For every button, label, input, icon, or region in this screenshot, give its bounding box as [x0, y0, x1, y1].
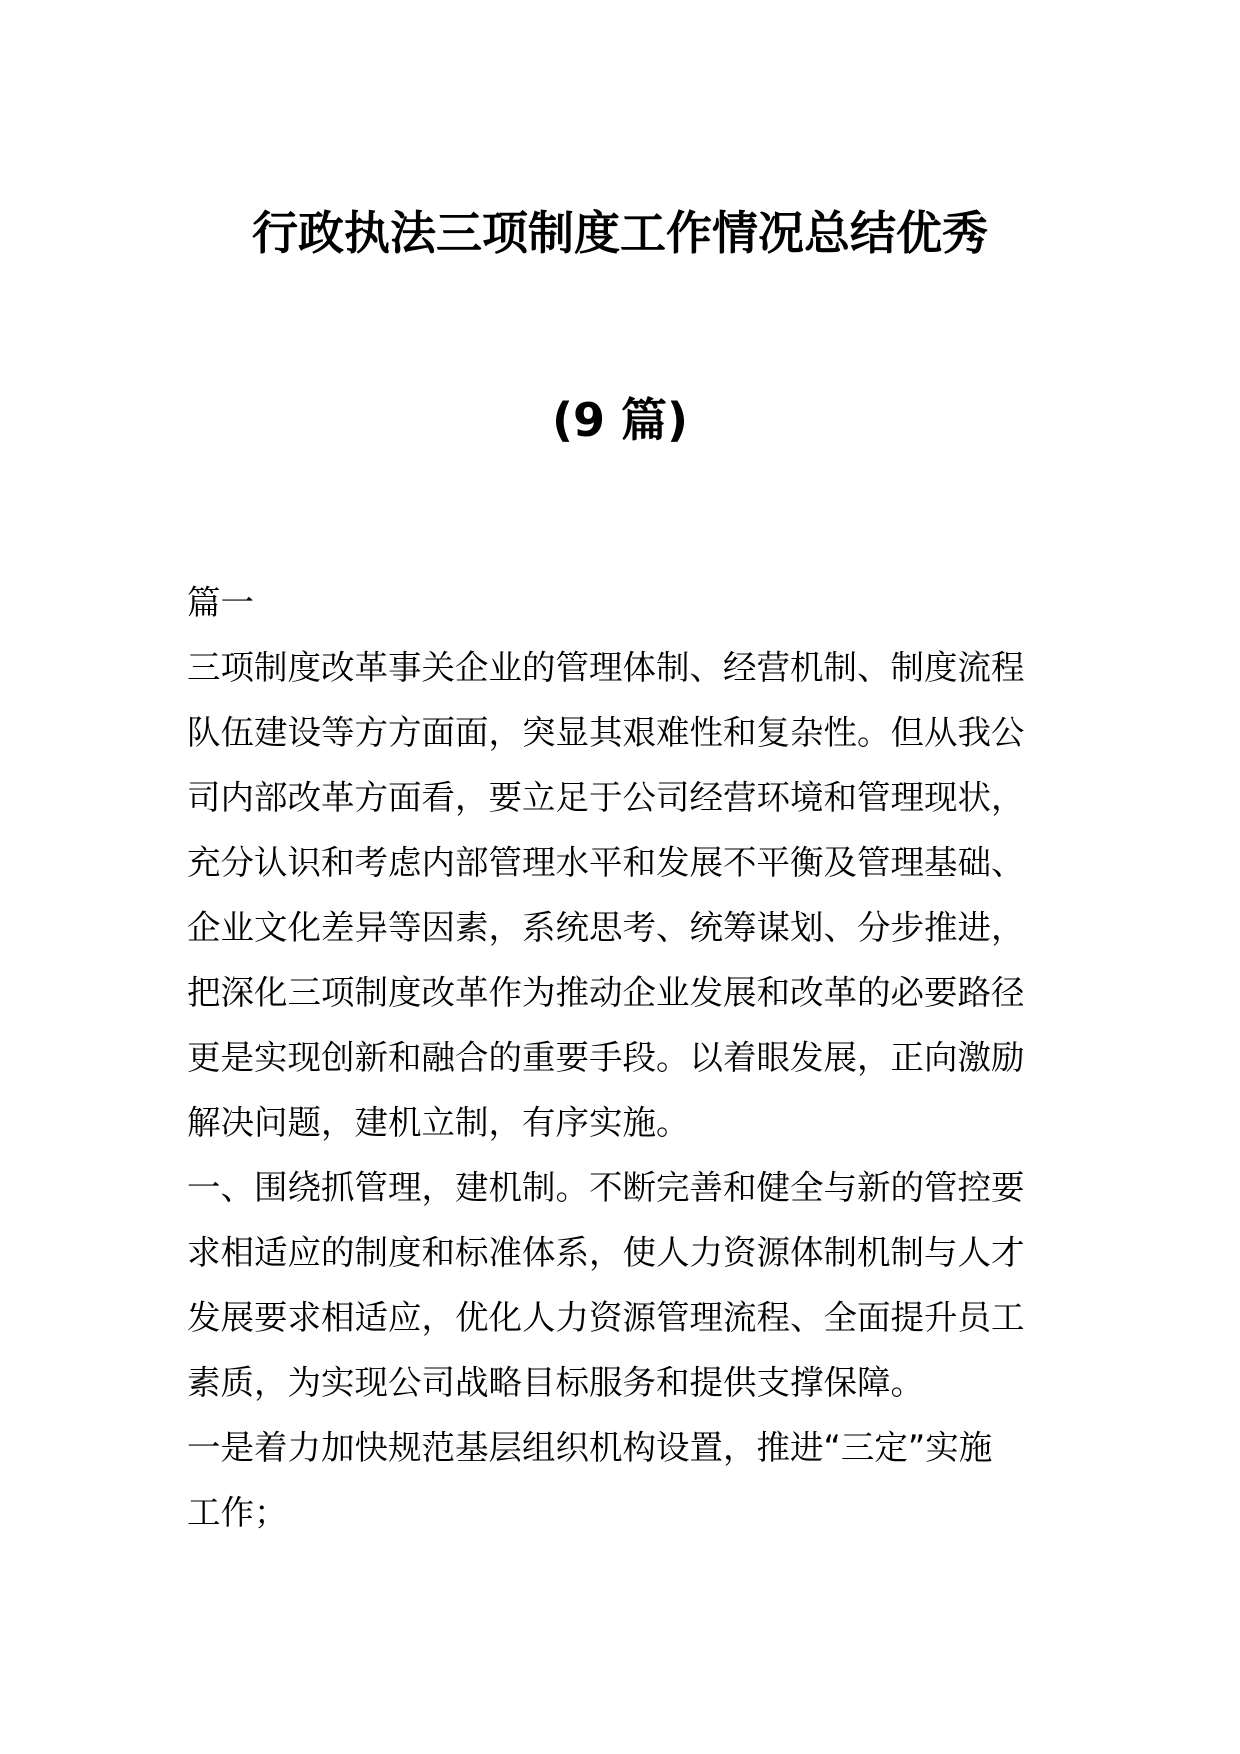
- body-line: 一是着力加快规范基层组织机构设置，推进“三定”实施: [187, 1428, 993, 1467]
- body-line: 一、围绕抓管理，建机制。不断完善和健全与新的管控要: [187, 1168, 1025, 1207]
- document-subtitle: (9 篇): [551, 393, 689, 447]
- body-line: 素质，为实现公司战略目标服务和提供支撑保障。: [187, 1363, 924, 1402]
- body-line: 把深化三项制度改革作为推动企业发展和改革的必要路径: [187, 973, 1025, 1012]
- body-line: 企业文化差异等因素，系统思考、统筹谋划、分步推进，: [187, 908, 1025, 947]
- body-line: 充分认识和考虑内部管理水平和发展不平衡及管理基础、: [187, 843, 1025, 882]
- body-line: 更是实现创新和融合的重要手段。以着眼发展，正向激励: [187, 1038, 1025, 1077]
- document-title: 行政执法三项制度工作情况总结优秀: [252, 206, 988, 260]
- body-line: 工作；: [187, 1493, 288, 1532]
- section-heading: 篇一: [187, 583, 254, 622]
- body-line: 发展要求相适应，优化人力资源管理流程、全面提升员工: [187, 1298, 1025, 1337]
- body-line: 解决问题，建机立制，有序实施。: [187, 1103, 690, 1142]
- body-line: 司内部改革方面看，要立足于公司经营环境和管理现状，: [187, 778, 1025, 817]
- body-line: 求相适应的制度和标准体系，使人力资源体制机制与人才: [187, 1233, 1025, 1272]
- body-line: 三项制度改革事关企业的管理体制、经营机制、制度流程: [187, 648, 1025, 687]
- document-body: [187, 570, 1062, 1545]
- body-line: 队伍建设等方方面面，突显其艰难性和复杂性。但从我公: [187, 713, 1025, 752]
